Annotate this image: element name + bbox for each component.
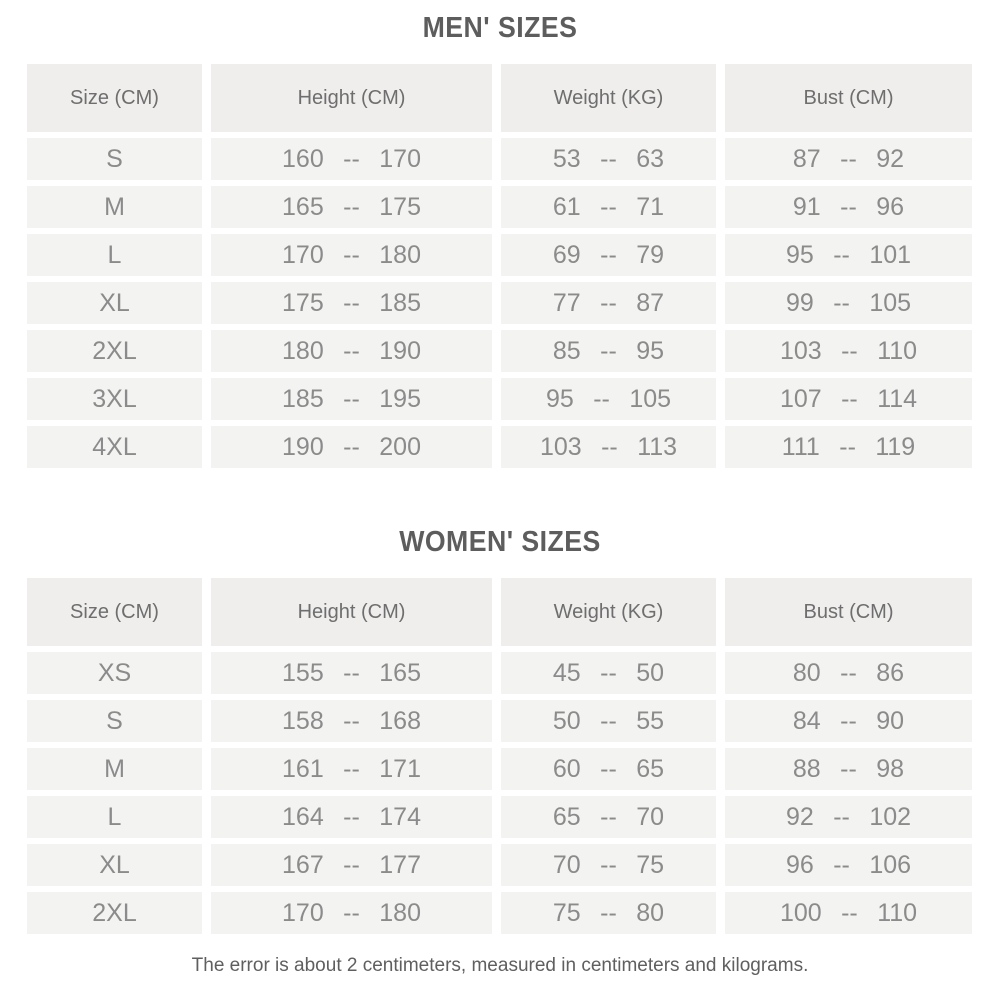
value-cell: 164 -- 174 [211,796,492,838]
mens-table-title: MEN' SIZES [422,12,578,44]
value-cell: 61 -- 71 [501,186,716,228]
value-cell: 53 -- 63 [501,138,716,180]
value-cell: 84 -- 90 [725,700,972,742]
value-cell: 175 -- 185 [211,282,492,324]
value-cell: 60 -- 65 [501,748,716,790]
size-cell: M [27,186,202,228]
value-cell: 50 -- 55 [501,700,716,742]
size-cell: 4XL [27,426,202,468]
value-cell: 103 -- 113 [501,426,716,468]
size-cell: S [27,700,202,742]
value-cell: 167 -- 177 [211,844,492,886]
value-cell: 185 -- 195 [211,378,492,420]
womens-table-title: WOMEN' SIZES [399,526,601,558]
size-cell: 2XL [27,892,202,934]
mens-size-table [27,64,973,468]
value-cell: 180 -- 190 [211,330,492,372]
size-cell: XS [27,652,202,694]
value-cell: 88 -- 98 [725,748,972,790]
value-cell: 65 -- 70 [501,796,716,838]
value-cell: 111 -- 119 [725,426,972,468]
womens-size-table [27,578,973,934]
value-cell: 77 -- 87 [501,282,716,324]
size-chart-page [27,0,973,977]
size-cell: L [27,234,202,276]
value-cell: 100 -- 110 [725,892,972,934]
value-cell: 99 -- 105 [725,282,972,324]
size-cell: M [27,748,202,790]
size-cell: L [27,796,202,838]
value-cell: 158 -- 168 [211,700,492,742]
value-cell: 161 -- 171 [211,748,492,790]
value-cell: 107 -- 114 [725,378,972,420]
value-cell: 95 -- 105 [501,378,716,420]
value-cell: 160 -- 170 [211,138,492,180]
value-cell: 45 -- 50 [501,652,716,694]
value-cell: 85 -- 95 [501,330,716,372]
value-cell: 170 -- 180 [211,892,492,934]
size-cell: 2XL [27,330,202,372]
value-cell: 91 -- 96 [725,186,972,228]
womens-sizes-section [27,526,973,934]
size-cell: XL [27,844,202,886]
column-header: Bust (CM) [725,64,972,132]
column-header: Bust (CM) [725,578,972,646]
column-header: Weight (KG) [501,64,716,132]
value-cell: 190 -- 200 [211,426,492,468]
column-header: Size (CM) [27,578,202,646]
column-header: Height (CM) [211,578,492,646]
size-cell: XL [27,282,202,324]
mens-sizes-section [27,12,973,468]
value-cell: 155 -- 165 [211,652,492,694]
value-cell: 87 -- 92 [725,138,972,180]
value-cell: 75 -- 80 [501,892,716,934]
value-cell: 96 -- 106 [725,844,972,886]
value-cell: 103 -- 110 [725,330,972,372]
value-cell: 70 -- 75 [501,844,716,886]
column-header: Height (CM) [211,64,492,132]
column-header: Size (CM) [27,64,202,132]
value-cell: 80 -- 86 [725,652,972,694]
size-cell: 3XL [27,378,202,420]
column-header: Weight (KG) [501,578,716,646]
value-cell: 95 -- 101 [725,234,972,276]
value-cell: 170 -- 180 [211,234,492,276]
size-cell: S [27,138,202,180]
value-cell: 165 -- 175 [211,186,492,228]
value-cell: 69 -- 79 [501,234,716,276]
value-cell: 92 -- 102 [725,796,972,838]
measurement-error-note: The error is about 2 centimeters, measured in centimeters and kilograms. [191,955,809,976]
